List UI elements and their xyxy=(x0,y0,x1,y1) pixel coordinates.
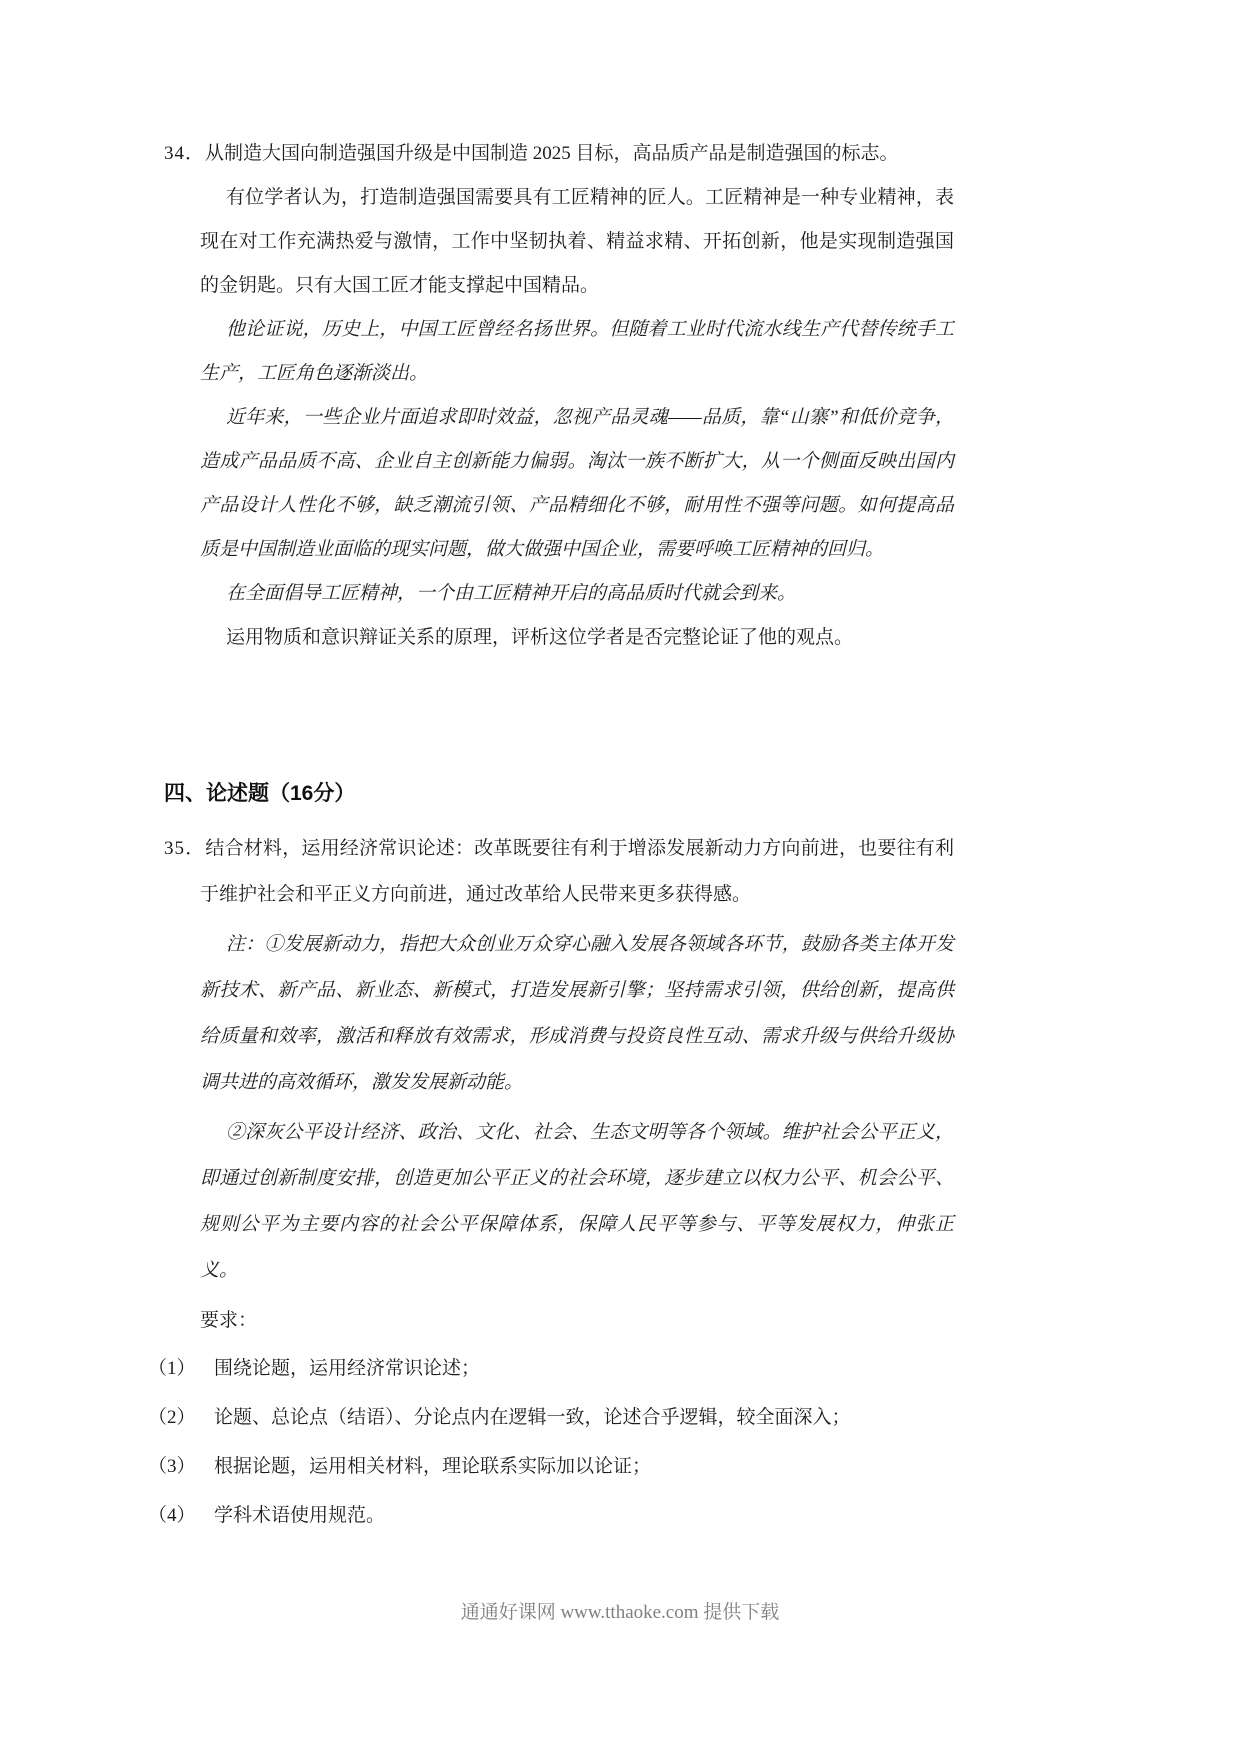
question-34-stem-text: 从制造大国向制造强国升级是中国制造 2025 目标，高品质产品是制造强国的标志。 xyxy=(205,143,899,164)
q34-paragraph-conclusion: 在全面倡导工匠精神，一个由工匠精神开启的高品质时代就会到来。 xyxy=(226,583,797,604)
section-heading: 四、论述题（16分） xyxy=(164,782,356,805)
requirement-number: （2） xyxy=(148,1407,196,1428)
requirement-item xyxy=(148,1344,954,1393)
page-footer: 通通好课网 www.tthaoke.com 提供下载 xyxy=(460,1602,780,1623)
q35-note-2: ②深灰公平设计经济、政治、文化、社会、生态文明等各个领域。维护社会公平正义，即通过创新制度安排，创造更加公平正义的社会环境，逐步建立以权力公平、机会公平、规则公平为主要内容的社会公平保障体系，保障人民平等参与、平等发展权力，伸张正义。 xyxy=(200,1122,954,1281)
question-35 xyxy=(148,826,954,1540)
question-34-stem xyxy=(164,132,954,176)
q35-note-1: 注：①发展新动力，指把大众创业万众穿心融入发展各领域各环节，鼓励各类主体开发新技术、新产品、新业态、新模式，打造发展新引擎；坚持需求引领，供给创新，提高供给质量和效率，激活和释放有效需求，形成消费与投资良性互动、需求升级与供给升级协调共进的高效循环，激发发展新动能。 xyxy=(200,934,954,1093)
question-34 xyxy=(164,132,954,660)
question-34-number: 34． xyxy=(164,143,206,164)
requirement-number: （1） xyxy=(148,1358,196,1379)
question-35-stem xyxy=(164,826,954,918)
requirement-item xyxy=(148,1442,954,1491)
q34-paragraph-recent-years: 近年来，一些企业片面追求即时效益，忽视产品灵魂——品质，靠“山寨”和低价竞争，造成产品品质不高、企业自主创新能力偏弱。淘汰一族不断扩大，从一个侧面反映出国内产品设计人性化不够，缺乏潮流引领、产品精细化不够，耐用性不强等问题。如何提高品质是中国制造业面临的现实问题，做大做强中国企业，需要呼唤工匠精神的回归。 xyxy=(200,407,954,560)
requirement-number: （4） xyxy=(148,1505,196,1526)
q34-paragraph-history: 他论证说，历史上，中国工匠曾经名扬世界。但随着工业时代流水线生产代替传统手工生产，工匠角色逐渐淡出。 xyxy=(200,319,954,384)
requirement-text: 根据论题，运用相关材料，理论联系实际加以论证； xyxy=(214,1456,652,1477)
requirement-item xyxy=(148,1393,954,1442)
requirement-number: （3） xyxy=(148,1456,196,1477)
q34-task: 运用物质和意识辩证关系的原理，评析这位学者是否完整论证了他的观点。 xyxy=(226,627,854,648)
requirements-list xyxy=(148,1344,954,1540)
requirement-text: 围绕论题，运用经济常识论述； xyxy=(214,1358,481,1379)
requirement-text: 论题、总论点（结语）、分论点内在逻辑一致，论述合乎逻辑，较全面深入； xyxy=(214,1407,851,1428)
question-35-stem-text: 结合材料，运用经济常识论述：改革既要往有利于增添发展新动力方向前进，也要往有利于维护社会和平正义方向前进，通过改革给人民带来更多获得感。 xyxy=(200,838,954,905)
requirement-item xyxy=(148,1491,954,1540)
question-35-number: 35． xyxy=(164,838,206,859)
requirements-label: 要求： xyxy=(200,1310,258,1331)
q34-paragraph-scholar-view: 有位学者认为，打造制造强国需要具有工匠精神的匠人。工匠精神是一种专业精神，表现在对工作充满热爱与激情，工作中坚韧执着、精益求精、开拓创新，他是实现制造强国的金钥匙。只有大国工匠才能支撑起中国精品。 xyxy=(200,187,954,296)
requirement-text: 学科术语使用规范。 xyxy=(214,1505,386,1526)
